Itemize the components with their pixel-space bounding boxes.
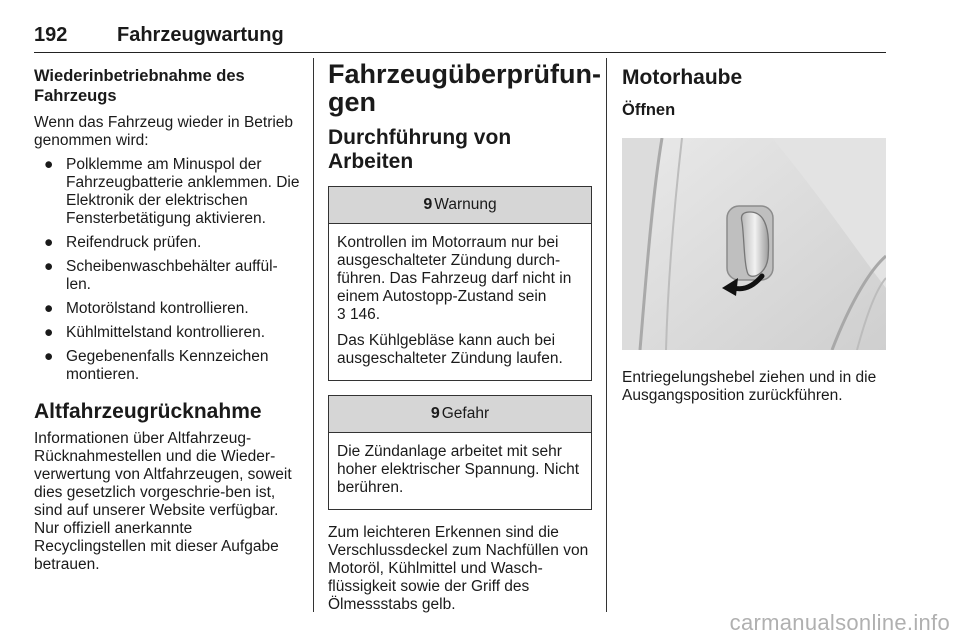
danger-header	[329, 396, 591, 433]
filler-caps-text: Zum leichteren Erkennen sind die Verschlussdeckel zum Nachfüllen von Motoröl, Kühlmittel und Wasch-flüssigkeit sowie der Griff des Ölmessstabs gelb.	[328, 524, 589, 613]
end-of-life-heading: Altfahrzeugrücknahme	[34, 400, 262, 423]
column-divider-2	[606, 58, 607, 612]
page-number: 192	[34, 24, 68, 46]
bullet-icon: ●	[44, 300, 54, 317]
end-of-life-text: Informationen über Altfahrzeug-Rücknahmestellen und die Wieder-verwertung von Altfahrzeugen, soweit dies gesetzlich vorgeschrie-ben ist, sind auf unserer Website verfügbar. Nur offiziell anerkannte Recyclingstellen mit dieser Aufgabe betrauen.	[34, 430, 292, 573]
warning-body	[329, 224, 591, 380]
danger-text: Die Zündanlage arbeitet mit sehr hoher elektrischer Spannung. Nicht berühren.	[337, 443, 580, 496]
release-caption: Entriegelungshebel ziehen und in die Ausgangsposition zurückführen.	[622, 369, 877, 404]
danger-body	[329, 433, 591, 509]
list-item: ● Kühlmittelstand kontrollieren.	[44, 324, 266, 341]
page-reference	[337, 306, 583, 324]
warning-box	[328, 186, 592, 381]
recommissioning-intro: Wenn das Fahrzeug wieder in Betrieb genommen wird:	[34, 114, 294, 149]
bonnet-heading: Motorhaube	[622, 66, 743, 89]
warning-triangle-icon: 9	[423, 196, 433, 213]
bullet-icon: ●	[44, 234, 54, 251]
column-right	[622, 60, 888, 411]
list-item: ● Motorölstand kontrollieren.	[44, 300, 249, 317]
inspection-heading: Fahrzeugüberprüfun-gen	[328, 59, 601, 117]
open-heading: Öffnen	[622, 101, 676, 119]
list-item: ● Gegebenenfalls Kennzeichen montieren.	[44, 348, 269, 383]
recommissioning-heading: Wiederinbetriebnahme des Fahrzeugs	[34, 67, 245, 105]
work-heading: Durchführung von Arbeiten	[328, 126, 512, 173]
chapter-title: Fahrzeugwartung	[117, 24, 284, 46]
page-reference-number: 146.	[349, 306, 381, 323]
bullet-icon: ●	[44, 348, 54, 365]
warning-label: Warnung	[434, 196, 497, 213]
column-left	[34, 60, 300, 580]
danger-label: Gefahr	[441, 405, 490, 422]
bullet-icon: ●	[44, 156, 54, 173]
recommissioning-list	[34, 156, 300, 384]
page-reference-arrow-icon: 3	[337, 306, 346, 323]
warning-text-fan: Das Kühlgebläse kann auch bei ausgeschalteter Zündung laufen.	[337, 332, 563, 367]
list-item: ● Scheibenwaschbehälter auffül-len.	[44, 258, 278, 293]
list-item: ● Polklemme am Minuspol der Fahrzeugbatterie anklemmen. Die Elektronik der elektrischen Fensterbetätigung aktivieren.	[44, 156, 300, 227]
list-item: ● Reifendruck prüfen.	[44, 234, 202, 251]
watermark: carmanualsonline.info	[729, 610, 950, 635]
danger-triangle-icon: 9	[430, 405, 440, 422]
bullet-icon: ●	[44, 258, 54, 275]
warning-header	[329, 187, 591, 224]
warning-text: Kontrollen im Motorraum nur bei ausgeschalteter Zündung durch-führen. Das Fahrzeug darf nicht in einem Autostopp-Zustand sein	[337, 234, 572, 305]
page-header	[34, 18, 886, 53]
danger-box	[328, 395, 592, 510]
column-middle	[328, 59, 601, 620]
bonnet-release-lever-image	[622, 138, 886, 350]
column-divider-1	[313, 58, 314, 612]
bullet-icon: ●	[44, 324, 54, 341]
